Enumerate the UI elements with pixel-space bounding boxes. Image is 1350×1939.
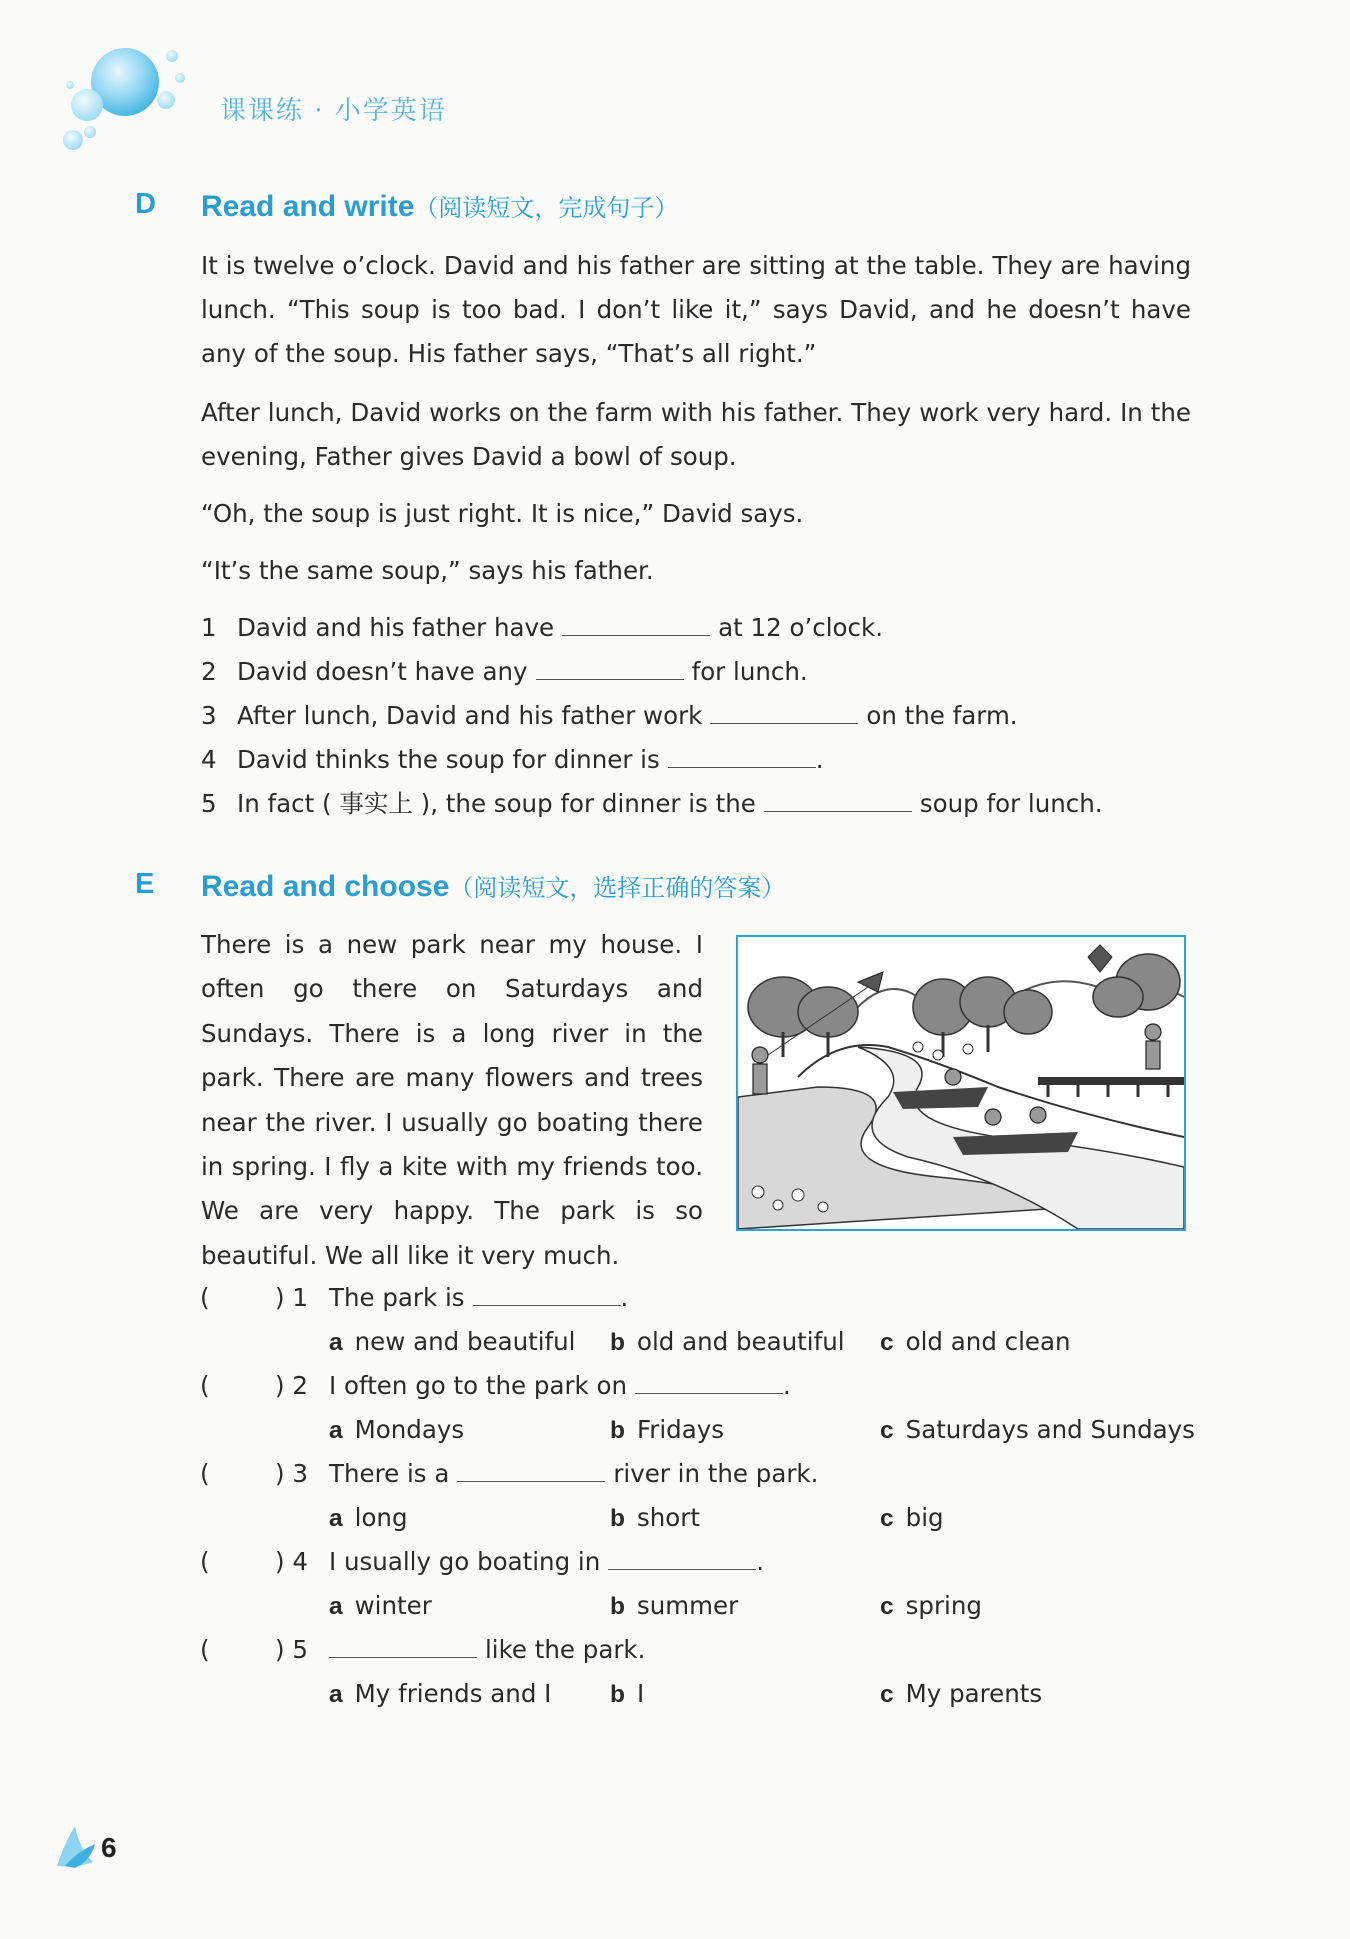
section-e-heading (0, 868, 1350, 908)
question-stem (329, 1540, 764, 1584)
option-b[interactable] (610, 1584, 738, 1629)
option-a[interactable] (329, 1496, 408, 1541)
question-number: 4 (201, 745, 217, 774)
answer-paren-close (275, 1628, 308, 1672)
stem-text-after: river in the park. (613, 1459, 819, 1488)
answer-paren-close (275, 1540, 308, 1584)
section-e-letter: E (135, 868, 155, 900)
question-number: 2 (292, 1371, 308, 1400)
mc-question-3 (0, 1452, 1350, 1496)
option-text: Mondays (354, 1415, 465, 1444)
option-b[interactable] (610, 1408, 724, 1453)
option-letter: c (880, 1681, 894, 1708)
option-letter: c (880, 1417, 894, 1444)
question-stem (329, 1628, 645, 1672)
answer-paren-close (275, 1452, 308, 1496)
question-text-after: . (815, 745, 824, 774)
option-letter: a (329, 1681, 343, 1708)
stem-text-after: . (783, 1371, 791, 1400)
answer-blank[interactable] (562, 609, 710, 636)
question-text: David and his father have (237, 613, 555, 642)
mc-options-1 (0, 1320, 1350, 1364)
paren-close-char: ) (275, 1371, 285, 1400)
header-title: 课课练 · 小学英语 (220, 96, 447, 126)
park-scene (738, 937, 1184, 1229)
passage-d-paragraph-3: “Oh, the soup is just right. It is nice,” David says. (201, 499, 804, 528)
question-number: 3 (292, 1459, 308, 1488)
section-d-letter: D (135, 188, 156, 220)
question-text: David doesn’t have any (237, 657, 528, 686)
stem-text-after: like the park. (485, 1635, 646, 1664)
stem-text-after: . (756, 1547, 765, 1576)
option-letter: a (329, 1593, 343, 1620)
passage-e: There is a new park near my house. I often go there on Saturdays and Sundays. There is a long river in the park. There are many flowers and trees near the river. I usually go boating there in spring. I fly a kite with my friends too. We are very happy. The park is so beautiful. We all like it very much. (201, 930, 703, 1270)
mc-options-3 (0, 1496, 1350, 1540)
answer-paren-open[interactable]: ( (200, 1547, 210, 1576)
question-text: After lunch, David and his father work (237, 701, 703, 730)
answer-blank[interactable] (473, 1279, 621, 1306)
leaf-icon (55, 1822, 99, 1872)
page-footer (55, 1822, 175, 1882)
paren-close-char: ) (275, 1283, 285, 1312)
stem-text-after: . (620, 1283, 629, 1312)
stem-text: I often go to the park on (329, 1371, 628, 1400)
option-text: old and clean (905, 1327, 1071, 1356)
question-number: 5 (292, 1635, 308, 1664)
mc-options-4 (0, 1584, 1350, 1628)
option-letter: c (880, 1329, 894, 1356)
answer-paren-open[interactable]: ( (200, 1283, 210, 1312)
option-text: My friends and I (354, 1679, 552, 1708)
option-text: Saturdays and Sundays (905, 1415, 1195, 1444)
option-letter: a (329, 1329, 343, 1356)
paren-close-char: ) (275, 1635, 285, 1664)
option-b[interactable] (610, 1496, 700, 1541)
mc-question-5 (0, 1628, 1350, 1672)
option-text: long (354, 1503, 408, 1532)
question-text-after: for lunch. (691, 657, 808, 686)
stem-text: There is a (329, 1459, 450, 1488)
question-d-3 (201, 694, 1201, 738)
park-illustration (736, 935, 1186, 1231)
section-e-title-text: Read and choose (201, 870, 450, 903)
option-letter: b (610, 1417, 625, 1444)
option-text: short (636, 1503, 700, 1532)
question-stem (329, 1276, 628, 1320)
passage-d-paragraph-2: After lunch, David works on the farm with his father. They work very hard. In the evening, Father gives David a bowl of soup. (201, 398, 1191, 471)
option-b[interactable] (610, 1320, 845, 1365)
answer-blank[interactable] (635, 1367, 783, 1394)
answer-paren-open[interactable]: ( (200, 1371, 210, 1400)
mc-question-1 (0, 1276, 1350, 1320)
mc-question-2 (0, 1364, 1350, 1408)
answer-blank[interactable] (329, 1631, 477, 1658)
option-a[interactable] (329, 1408, 464, 1453)
question-text-after: at 12 o’clock. (718, 613, 883, 642)
answer-paren-close (275, 1364, 308, 1408)
option-a[interactable] (329, 1672, 551, 1717)
option-text: I (636, 1679, 645, 1708)
section-d-subtitle: （阅读短文，完成句子） (414, 194, 679, 222)
option-text: summer (636, 1591, 739, 1620)
answer-paren-open[interactable]: ( (200, 1459, 210, 1488)
answer-blank[interactable] (536, 653, 684, 680)
question-number: 5 (201, 789, 217, 818)
page-header (60, 40, 560, 150)
option-c[interactable] (880, 1496, 944, 1541)
answer-blank[interactable] (710, 697, 858, 724)
section-e-subtitle: （阅读短文，选择正确的答案） (449, 874, 786, 902)
question-text-after: on the farm. (866, 701, 1018, 730)
option-c[interactable] (880, 1672, 1042, 1717)
option-letter: b (610, 1681, 625, 1708)
option-letter: b (610, 1329, 625, 1356)
option-b[interactable] (610, 1672, 644, 1717)
section-d-questions (201, 606, 1201, 826)
question-number: 1 (292, 1283, 308, 1312)
answer-blank[interactable] (764, 785, 912, 812)
option-c[interactable] (880, 1408, 1195, 1453)
bubbles-decoration (60, 40, 210, 150)
option-text: My parents (905, 1679, 1043, 1708)
question-text-after: soup for lunch. (919, 789, 1103, 818)
answer-blank[interactable] (457, 1455, 605, 1482)
question-number: 2 (201, 657, 217, 686)
stem-text: The park is (329, 1283, 465, 1312)
mc-options-5 (0, 1672, 1350, 1716)
option-text: old and beautiful (636, 1327, 845, 1356)
option-a[interactable] (329, 1584, 432, 1629)
answer-blank[interactable] (668, 741, 816, 768)
option-letter: c (880, 1593, 894, 1620)
section-d-heading (0, 188, 1350, 228)
option-text: winter (354, 1591, 432, 1620)
section-d-title (201, 188, 678, 224)
question-text: In fact ( 事实上 ), the soup for dinner is the (237, 789, 756, 818)
paren-close-char: ) (275, 1547, 285, 1576)
paren-close-char: ) (275, 1459, 285, 1488)
option-letter: c (880, 1505, 894, 1532)
stem-text: I usually go boating in (329, 1547, 601, 1576)
option-text: new and beautiful (354, 1327, 576, 1356)
page-number: 6 (101, 1832, 117, 1863)
section-d-title-text: Read and write (201, 190, 415, 223)
answer-paren-open[interactable]: ( (200, 1635, 210, 1664)
question-number: 4 (292, 1547, 308, 1576)
option-text: Fridays (636, 1415, 724, 1444)
question-stem (329, 1364, 791, 1408)
option-text: big (905, 1503, 944, 1532)
question-d-5 (201, 782, 1201, 826)
question-number: 3 (201, 701, 217, 730)
option-c[interactable] (880, 1320, 1071, 1365)
question-d-4 (201, 738, 1201, 782)
question-d-2 (201, 650, 1201, 694)
option-text: spring (905, 1591, 982, 1620)
answer-blank[interactable] (608, 1543, 756, 1570)
passage-d-paragraph-1: It is twelve o’clock. David and his father are sitting at the table. They are having lunch. “This soup is too bad. I don’t like it,” says David, and he doesn’t have any of the soup. His father says, “That’s all right.” (201, 251, 1191, 368)
option-letter: a (329, 1505, 343, 1532)
question-stem (329, 1452, 818, 1496)
answer-paren-close (275, 1276, 308, 1320)
option-letter: b (610, 1505, 625, 1532)
question-d-1 (201, 606, 1201, 650)
passage-d-paragraph-4: “It’s the same soup,” says his father. (201, 556, 654, 585)
mc-options-2 (0, 1408, 1350, 1452)
option-c[interactable] (880, 1584, 982, 1629)
section-e-title (201, 868, 785, 904)
option-letter: b (610, 1593, 625, 1620)
mc-question-4 (0, 1540, 1350, 1584)
option-a[interactable] (329, 1320, 576, 1365)
question-text: David thinks the soup for dinner is (237, 745, 660, 774)
option-letter: a (329, 1417, 343, 1444)
question-number: 1 (201, 613, 217, 642)
